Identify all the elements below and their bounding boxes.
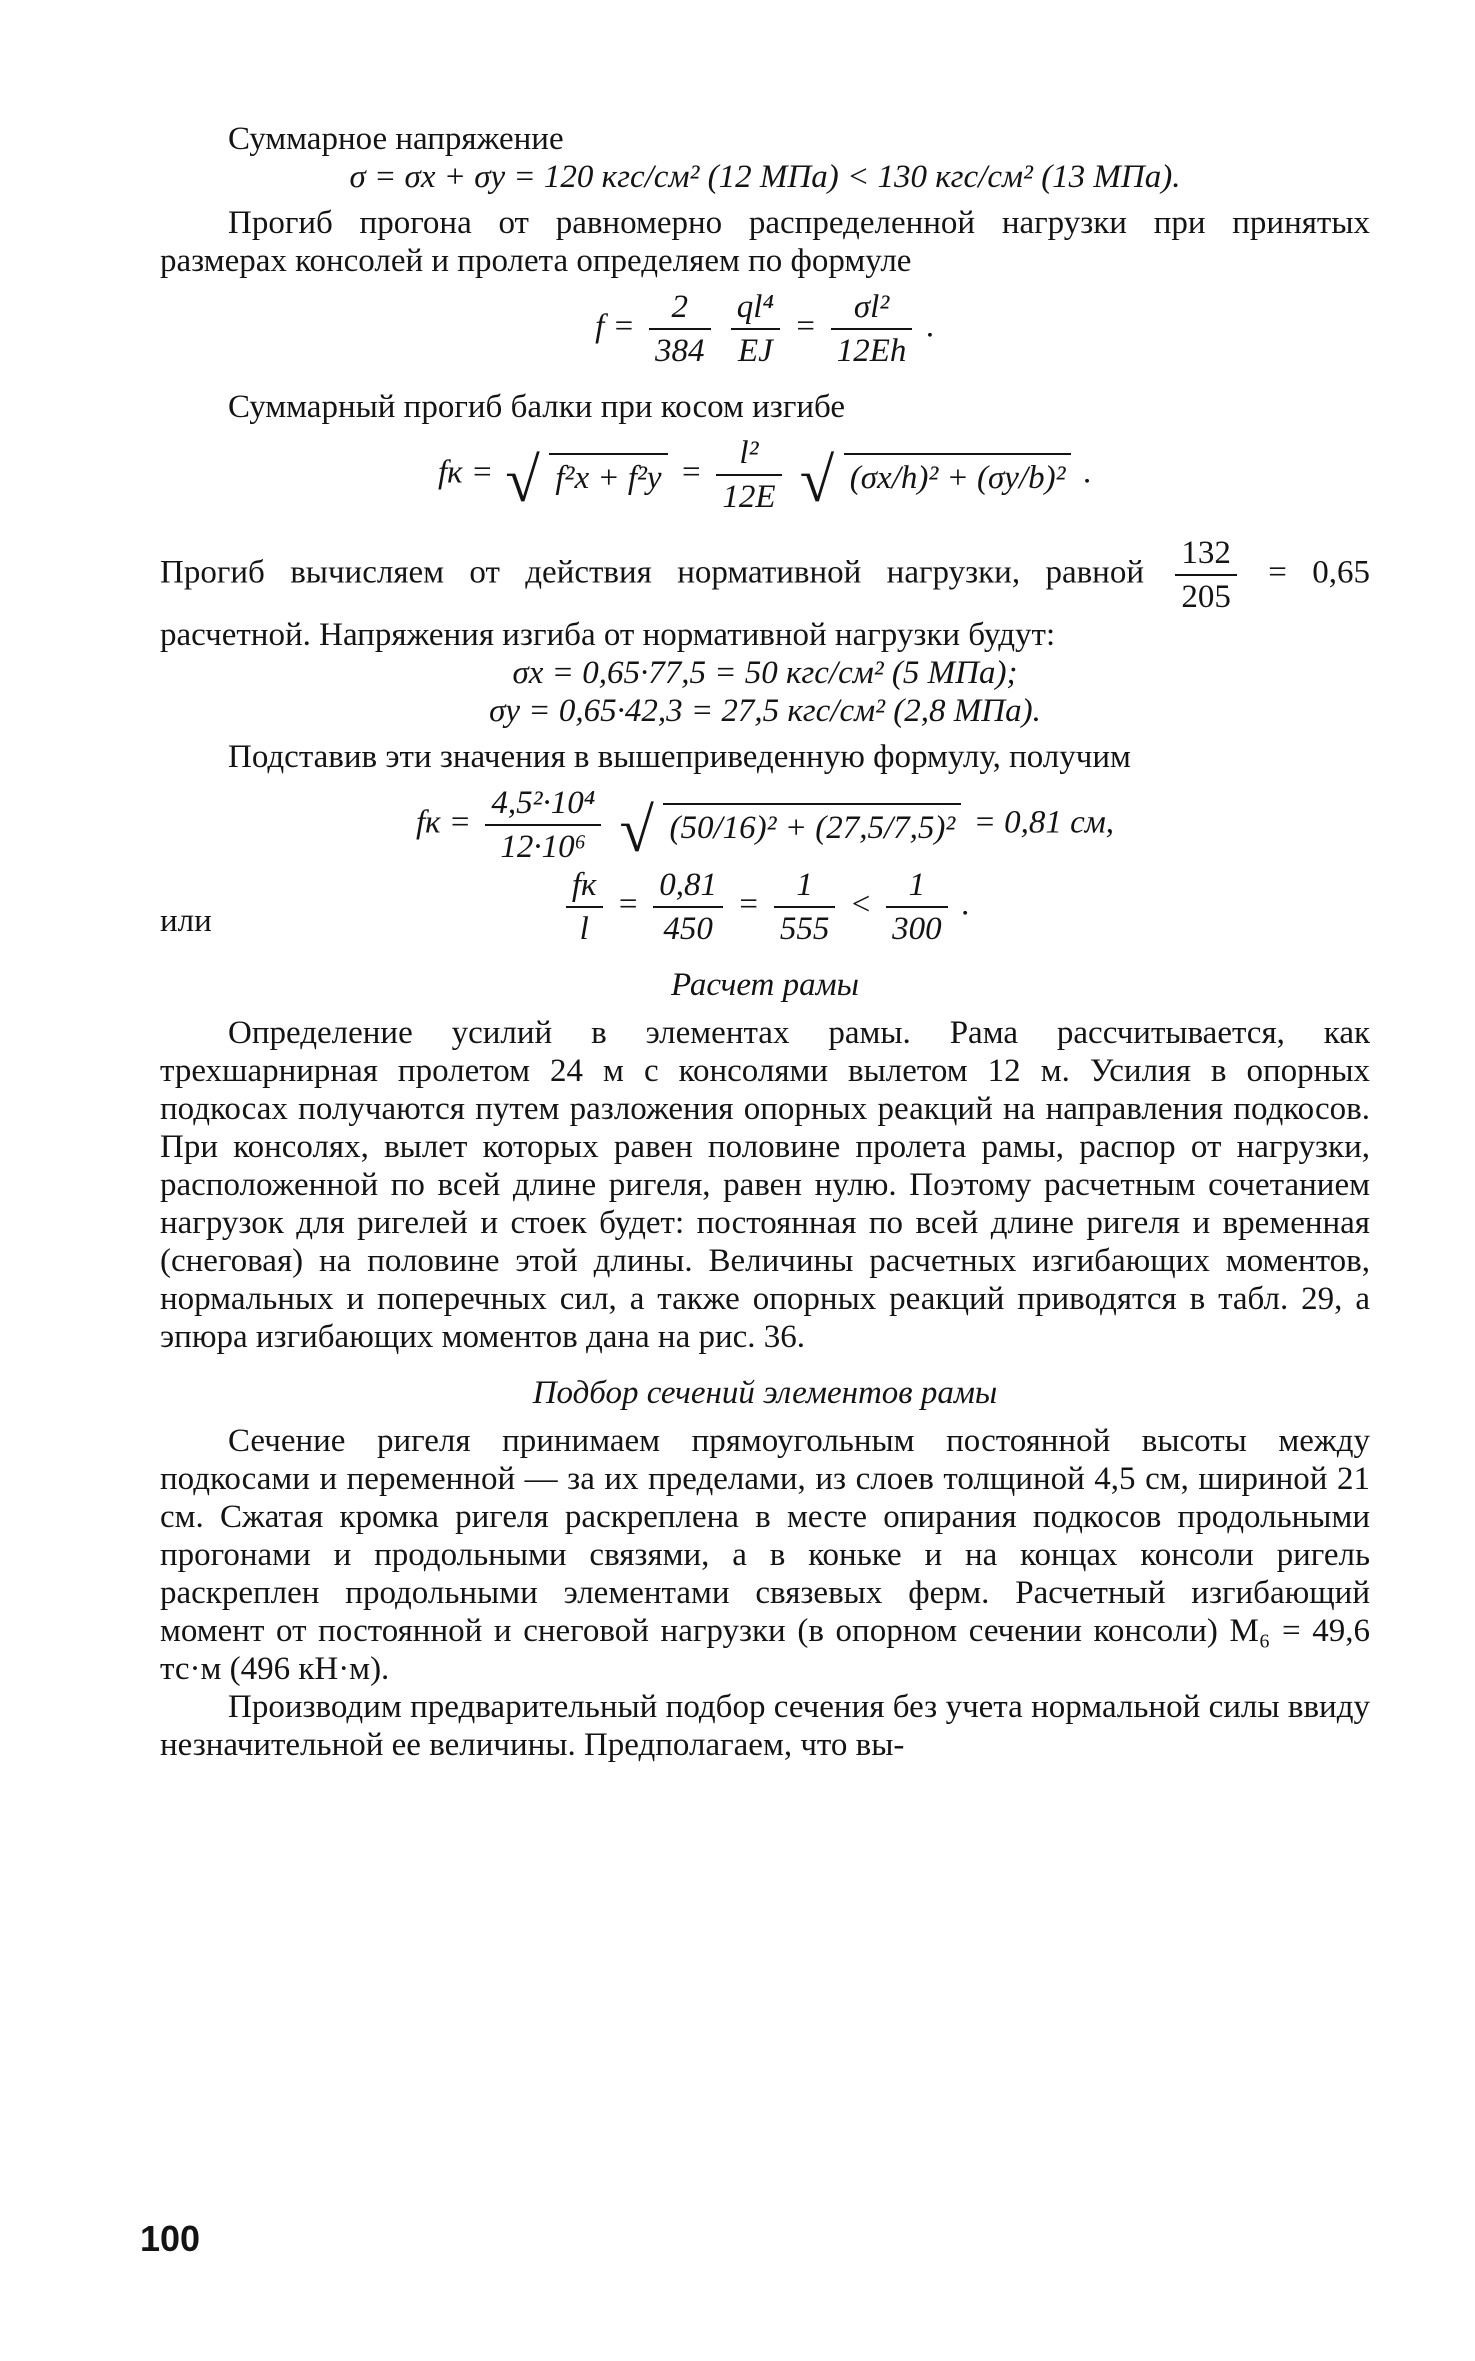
- paragraph-frame-forces: Определение усилий в элементах рамы. Рама рассчитывается, как трехшарнирная пролетом 24 м с консолями вылетом 12 м. Усилия в опорных подкосах получаются путем разложения опорных реакций на направления подкосов. При консолях, вылет которых равен половине пролета рамы, распор от нагрузки, расположенной по всей длине ригеля, равен нулю. Поэтому расчетным сочетанием нагрузок для ригелей и стоек будет: постоянная по всей длине ригеля и временная (снеговая) на половине этой длины. Величины расчетных изгибающих моментов, нормальных и поперечных сил, а также опорных реакций приводятся в табл. 29, а эпюра изгибающих моментов дана на рис. 36.: [160, 1015, 1370, 1355]
- equation-relative-deflection: $\frac{fк}{l}$ = $\frac{0,81}{450}$ = $\frac{1}{555}$ < $\frac{1}{300}$ .: [160, 866, 1370, 948]
- or-row: [160, 866, 1370, 948]
- text-oblique-bending: Суммарный прогиб балки при косом изгибе: [228, 389, 846, 425]
- equation-sigma-x: σx = 0,65·77,5 = 50 кгс/см² (5 МПа);: [512, 655, 1018, 691]
- equation-deflection: f = $\frac{2}{384}$ $\frac{\text{ql⁴}}{EJ}$ = $\frac{\text{σl²}}{12Eh}$ .: [595, 289, 935, 369]
- text-substitute: Подставив эти значения в вышеприведенную формулу, получим: [228, 739, 1131, 775]
- equation-deflection-value: fк = $\frac{\text{4,5²·10⁴}}{\text{12·10⁶}}$ √ (50/16)² + (27,5/7,5)² = 0,81 см,: [415, 785, 1115, 865]
- or-label: или: [160, 903, 212, 939]
- paragraph-girder-section: Сечение ригеля принимаем прямоугольным постоянной высоты между подкосами и переменной — за их пределами, из слоев толщиной 4,5 см, шириной 21 см. Сжатая кромка ригеля раскреплена в месте опирания подкосов продольными прогонами и продольными связями, а в коньке и на концах консоли ригель раскреплен продольными элементами связевых ферм. Расчетный изгибающий момент от постоянной и снеговой нагрузки (в опорном сечении консоли) M₆ = 49,6 тс·м (496 кН·м).: [160, 1423, 1370, 1687]
- paragraph-deflection-intro: Прогиб прогона от равномерно распределенной нагрузки при принятых размерах консолей и пролета определяем по формуле: [160, 205, 1370, 279]
- section-heading-section-selection: Подбор сечений элементов рамы: [532, 1375, 998, 1411]
- equation-sigma-y: σy = 0,65·42,3 = 27,5 кгс/см² (2,8 МПа).: [489, 693, 1041, 729]
- book-page: [160, 120, 1370, 1764]
- equation-total-deflection: fк = √ f²x + f²y = $\frac{\text{l²}}{12E}$ √ (σx/h)² + (σy/b)² .: [438, 435, 1092, 515]
- paragraph-normative-load: Прогиб вычисляем от действия нормативной нагрузки, равной $\frac{132}{205}$ = 0,65 расчетной. Напряжения изгиба от нормативной нагрузки будут:: [160, 535, 1370, 653]
- paragraph-preliminary-selection: Производим предварительный подбор сечения без учета нормальной силы ввиду незначительной ее величины. Предполагаем, что вы-: [160, 1689, 1370, 1763]
- equation-total-stress: σ = σx + σy = 120 кгс/см² (12 МПа) < 130 кгс/см² (13 МПа).: [349, 159, 1181, 195]
- page-number: 100: [140, 2218, 201, 2259]
- text-summary-stress: Суммарное напряжение: [228, 121, 564, 157]
- section-heading-frame-calc: Расчет рамы: [670, 967, 860, 1003]
